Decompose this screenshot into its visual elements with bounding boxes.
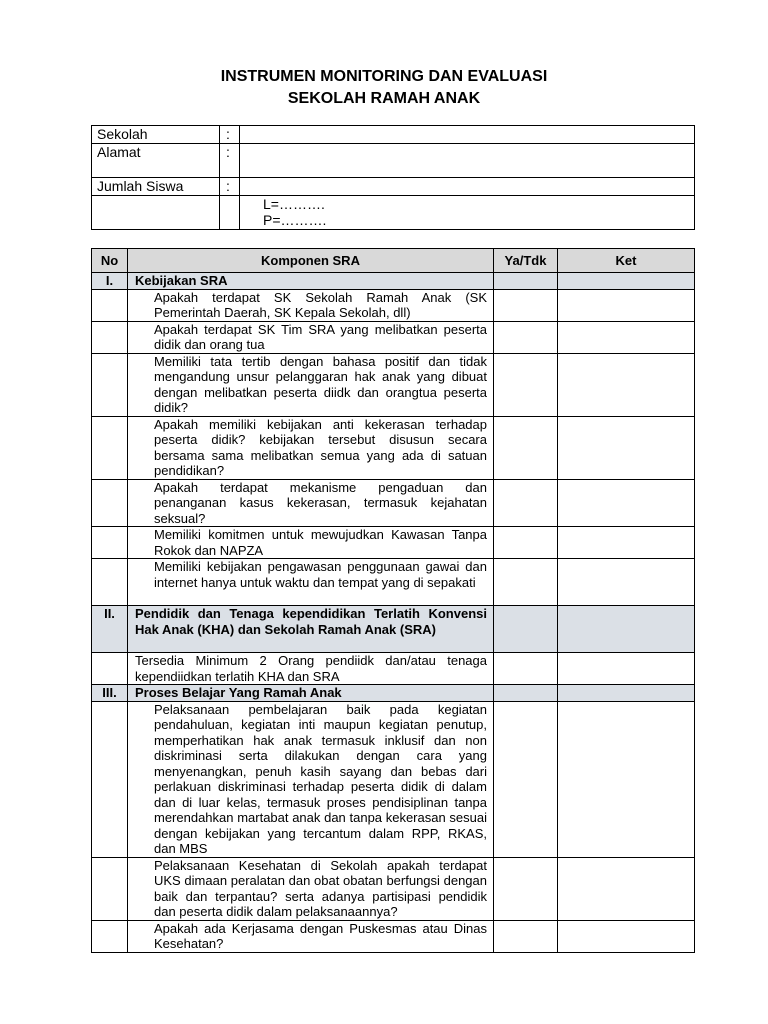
section-row [92,273,695,290]
note-cell [558,653,695,685]
l-count: L=………. [263,196,325,212]
item-text: Apakah memiliki kebijakan anti kekerasan terhadap peserta didik? kebijakan tersebut disusun secara bersama sama melibatkan semua yang ada di satuan pendidikan? [128,416,494,479]
colon: : [220,178,240,196]
item-text: Apakah terdapat SK Tim SRA yang melibatkan peserta didik dan orang tua [128,321,494,353]
document-title-line1: INSTRUMEN MONITORING DAN EVALUASI [220,68,548,85]
section-title: Pendidik dan Tenaga kependidikan Terlatih Konvensi Hak Anak (KHA) dan Sekolah Ramah Anak (SRA) [128,606,494,653]
answer-cell [494,701,558,857]
header-no: No [92,249,128,273]
jumlah-siswa-value [240,178,695,196]
answer-cell [494,527,558,559]
answer-cell [494,273,558,290]
answer-cell [494,416,558,479]
note-cell [558,685,695,702]
note-cell [558,321,695,353]
header-komponen: Komponen SRA [128,249,494,273]
item-text: Apakah terdapat SK Sekolah Ramah Anak (SK Pemerintah Daerah, SK Kepala Sekolah, dll) [128,289,494,321]
colon: : [220,126,240,144]
note-cell [558,606,695,653]
answer-cell [494,353,558,416]
answer-cell [494,559,558,606]
document-title-line2: SEKOLAH RAMAH ANAK [287,90,481,107]
table-row [92,353,695,416]
section-number: I. [92,273,128,290]
table-row [92,479,695,527]
note-cell [558,701,695,857]
section-title: Proses Belajar Yang Ramah Anak [128,685,494,702]
sekolah-value [240,126,695,144]
number-cell [92,527,128,559]
answer-cell [494,321,558,353]
item-text: Tersedia Minimum 2 Orang pendiidk dan/atau tenaga kependiidkan terlatih KHA dan SRA [128,653,494,685]
info-row-jumlah-siswa [92,178,695,196]
jumlah-siswa-label: Jumlah Siswa [92,178,220,196]
answer-cell [494,289,558,321]
answer-cell [494,920,558,952]
header-ya-tdk: Ya/Tdk [494,249,558,273]
answer-cell [494,479,558,527]
table-row [92,701,695,857]
table-row [92,920,695,952]
item-text: Apakah terdapat mekanisme pengaduan dan penanganan kasus kekerasan, termasuk kejahatan seksual? [128,479,494,527]
section-number: III. [92,685,128,702]
item-text: Memiliki tata tertib dengan bahasa positif dan tidak mengandung unsur pelanggaran hak anak yang dibuat dengan melibatkan peserta diidk dan orangtua peserta didik? [128,353,494,416]
alamat-value [240,144,695,178]
table-row [92,857,695,920]
note-cell [558,527,695,559]
section-row [92,685,695,702]
colon: : [220,144,240,178]
section-title: Kebijakan SRA [128,273,494,290]
number-cell [92,559,128,606]
table-header-row [92,249,695,273]
table-row [92,653,695,685]
section-row [92,606,695,653]
note-cell [558,353,695,416]
answer-cell [494,857,558,920]
note-cell [558,559,695,606]
table-row [92,416,695,479]
number-cell [92,479,128,527]
item-text: Memiliki kebijakan pengawasan penggunaan gawai dan internet hanya untuk waktu dan tempat yang di sepakati [128,559,494,606]
table-row [92,559,695,606]
number-cell [92,321,128,353]
empty-cell [220,196,240,230]
number-cell [92,653,128,685]
note-cell [558,920,695,952]
item-text: Pelaksanaan pembelajaran baik pada kegiatan pendahuluan, kegiatan inti maupun kegiatan penutup, memperhatikan hak anak termasuk inklusif dan non diskriminasi serta dilakukan dengan cara yang menyenangkan, penuh kasih sayang dan bebas dari perlakuan diskriminasi terhadap peserta didik di dalam dan di luar kelas, termasuk proses pendisiplinan tanpa merendahkan martabat anak dan tanpa kekerasan sesuai dengan kebijakan yang tercantum dalam RPP, RKAS, dan MBS [128,701,494,857]
number-cell [92,701,128,857]
number-cell [92,353,128,416]
section-number: II. [92,606,128,653]
note-cell [558,273,695,290]
gender-counts [240,196,695,230]
note-cell [558,416,695,479]
item-text: Pelaksanaan Kesehatan di Sekolah apakah terdapat UKS dimaan peralatan dan obat obatan berfungsi dengan baik dan terpantau? serta adanya partisipasi pendidik dan peserta didik dalam pelaksanaannya? [128,857,494,920]
empty-cell [92,196,220,230]
sekolah-label: Sekolah [92,126,220,144]
note-cell [558,289,695,321]
table-row [92,527,695,559]
school-info-table [91,125,695,230]
number-cell [92,289,128,321]
answer-cell [494,685,558,702]
info-row-alamat [92,144,695,178]
note-cell [558,857,695,920]
header-ket: Ket [558,249,695,273]
instrument-table [91,248,695,953]
answer-cell [494,653,558,685]
number-cell [92,416,128,479]
number-cell [92,857,128,920]
note-cell [558,479,695,527]
table-row [92,289,695,321]
item-text: Memiliki komitmen untuk mewujudkan Kawasan Tanpa Rokok dan NAPZA [128,527,494,559]
p-count: P=………. [263,212,327,228]
info-row-gender-counts [92,196,695,230]
number-cell [92,920,128,952]
table-row [92,321,695,353]
item-text: Apakah ada Kerjasama dengan Puskesmas atau Dinas Kesehatan? [128,920,494,952]
info-row-sekolah [92,126,695,144]
answer-cell [494,606,558,653]
alamat-label: Alamat [92,144,220,178]
